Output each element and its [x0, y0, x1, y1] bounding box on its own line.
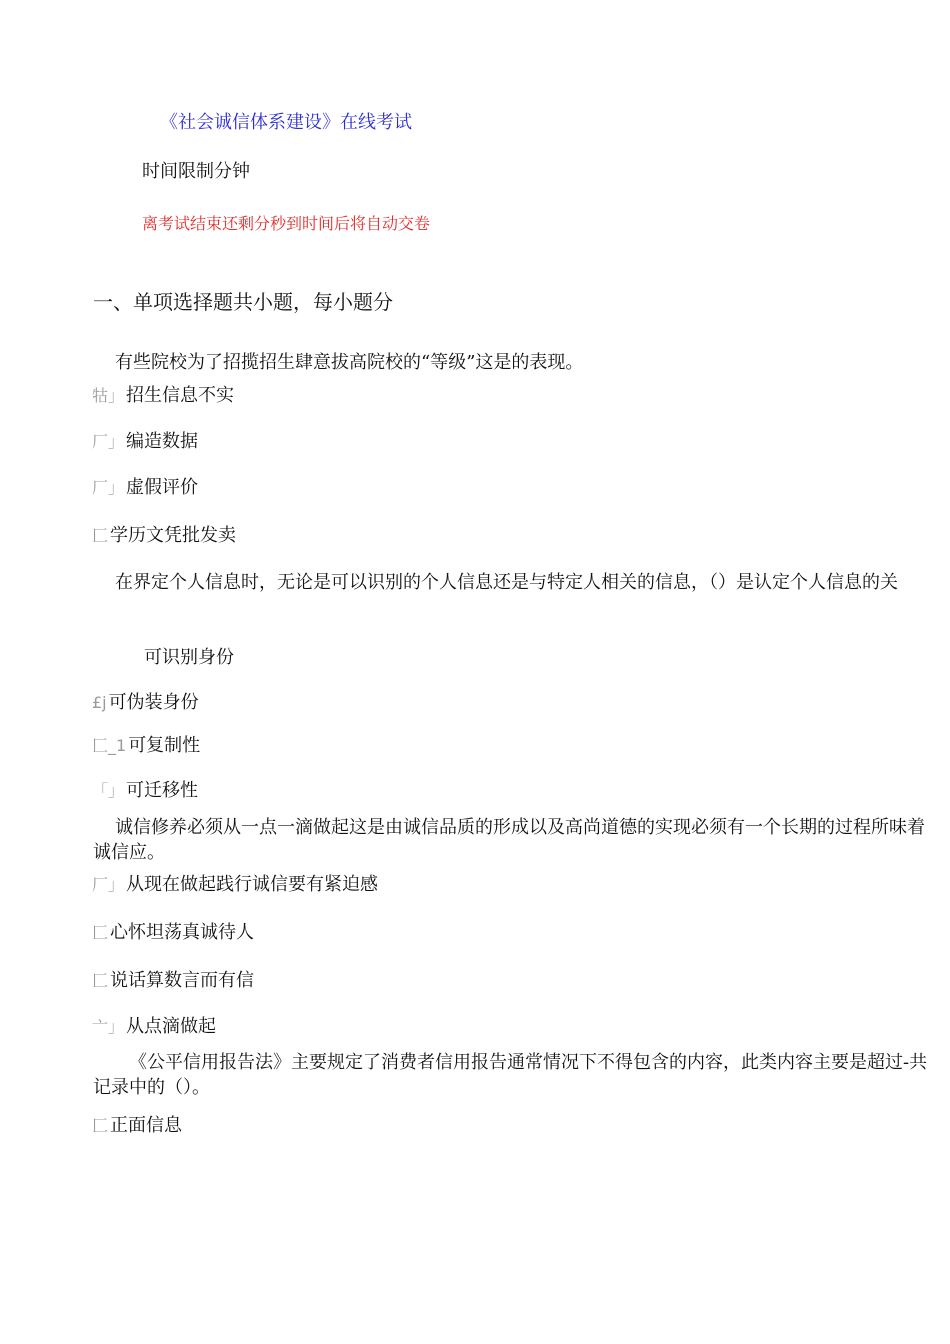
question-3-text: 诚信修养必须从一点一滴做起这是由诚信品质的形成以及高尚道德的实现必须有一个长期的过程所味着诚信应。 [93, 817, 925, 863]
option-radio-icon[interactable]: 厂」 [92, 432, 125, 451]
question-3-option-1[interactable] [92, 876, 378, 894]
option-label: 可复制性 [128, 735, 201, 756]
option-radio-icon[interactable]: £j [92, 693, 107, 712]
option-label: 正面信息 [110, 1115, 183, 1136]
option-radio-icon[interactable]: 厂」 [92, 478, 125, 497]
question-1-text: 有些院校为了招揽招生肆意拔高院校的“等级”这是的表现。 [115, 352, 584, 373]
question-4-text: 《公平信用报告法》主要规定了消费者信用报告通常情况下不得包含的内容，此类内容主要是超过-共记录中的（）。 [93, 1052, 928, 1098]
question-1-option-3[interactable] [92, 479, 198, 497]
option-label: 心怀坦荡真诚待人 [110, 922, 255, 943]
countdown-warning: 离考试结束还剩分秒到时间后将自动交卷 [142, 214, 431, 233]
option-label: 虚假评价 [126, 477, 199, 498]
question-4-option-1[interactable] [92, 1117, 182, 1135]
option-radio-icon[interactable]: 匚 [92, 971, 109, 990]
option-radio-icon[interactable]: 亠」 [92, 1017, 125, 1036]
section-heading: 一、单项选择题共小题，每小题分 [93, 290, 393, 314]
option-radio-icon[interactable]: 「」 [92, 781, 125, 800]
option-radio-icon[interactable]: 匚_1 [92, 736, 127, 755]
option-radio-icon[interactable]: 匚 [92, 923, 109, 942]
option-label: 说话算数言而有信 [110, 970, 255, 991]
option-radio-icon[interactable]: 匚 [92, 526, 109, 545]
option-label: 可伪装身份 [108, 692, 199, 713]
option-label: 可迁移性 [126, 780, 199, 801]
question-2-option-3[interactable] [92, 737, 200, 755]
option-label: 从点滴做起 [126, 1016, 217, 1037]
option-radio-icon[interactable]: 厂」 [92, 875, 125, 894]
option-label: 从现在做起践行诚信要有紧迫感 [126, 874, 379, 895]
exam-title: 《社会诚信体系建设》在线考试 [160, 112, 412, 133]
question-1-option-1[interactable] [92, 387, 234, 405]
question-2-text: 在界定个人信息时，无论是可以识别的个人信息还是与特定人相关的信息，（）是认定个人信息的关 [115, 572, 898, 593]
option-label: 编造数据 [126, 431, 199, 452]
option-label: 学历文凭批发卖 [110, 525, 237, 546]
question-2-option-2[interactable] [92, 694, 199, 712]
question-2-option-1[interactable] [142, 649, 234, 667]
question-1-option-2[interactable] [92, 433, 198, 451]
question-3-option-4[interactable] [92, 1018, 216, 1036]
question-3-option-3[interactable] [92, 972, 254, 990]
question-2-option-4[interactable] [92, 782, 198, 800]
time-limit-text: 时间限制分钟 [142, 161, 250, 182]
option-radio-icon[interactable]: 牯」 [92, 386, 125, 405]
option-label: 可识别身份 [144, 647, 234, 668]
option-label: 招生信息不实 [126, 385, 235, 406]
question-1-option-4[interactable] [92, 527, 236, 545]
question-3-option-2[interactable] [92, 924, 254, 942]
option-radio-icon[interactable]: 匚 [92, 1116, 109, 1135]
